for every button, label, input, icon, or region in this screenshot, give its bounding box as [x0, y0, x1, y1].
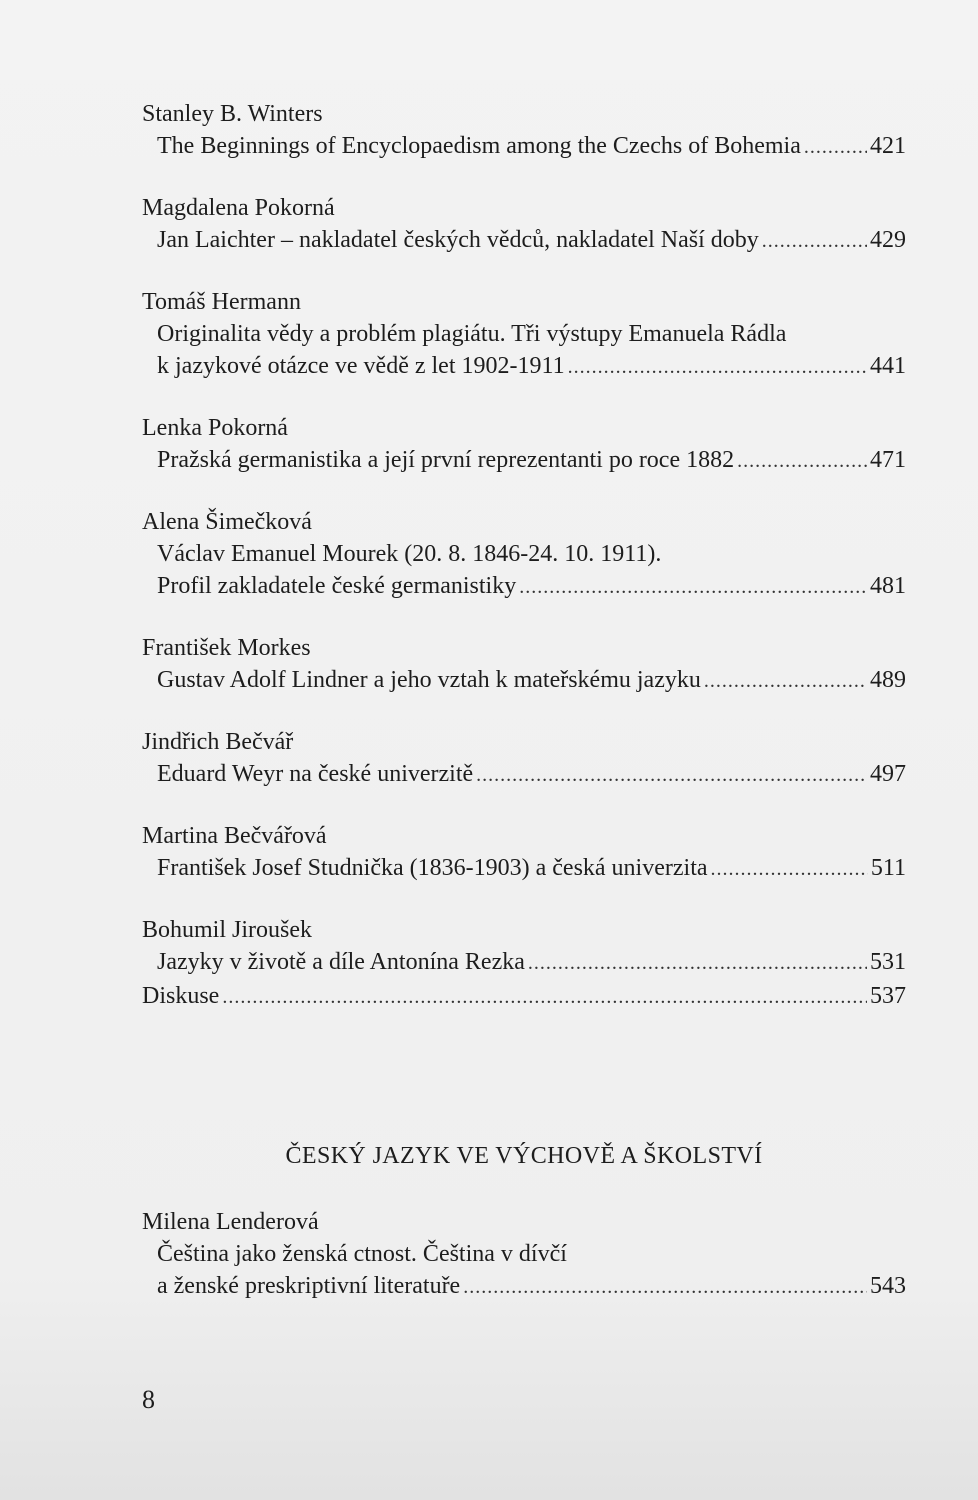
entry-title: Eduard Weyr na české univerzitě — [157, 761, 474, 787]
entry-title: Čeština jako ženská ctnost. Čeština v dívčí — [157, 1241, 567, 1267]
entry-title-line — [142, 758, 906, 790]
leader-dots — [568, 351, 867, 383]
entry-page: 471 — [870, 447, 906, 473]
section-toc — [142, 1206, 906, 1302]
entry-title: František Josef Studnička (1836-1903) a česká univerzita — [157, 855, 708, 881]
entry-page: 421 — [870, 133, 906, 159]
entry-title-line — [142, 1270, 906, 1302]
entry-author: František Morkes — [142, 635, 311, 661]
leader-dots — [463, 1271, 867, 1303]
toc-entry-morkes — [142, 632, 906, 726]
entry-page: 429 — [870, 227, 906, 253]
toc-entry-pokorna-m — [142, 192, 906, 286]
discussion-line — [142, 980, 906, 1012]
entry-title: Jazyky v životě a díle Antonína Rezka — [157, 949, 525, 975]
section-heading: ČESKÝ JAZYK VE VÝCHOVĚ A ŠKOLSTVÍ — [285, 1143, 763, 1169]
table-of-contents — [142, 98, 906, 1012]
entry-author: Stanley B. Winters — [142, 101, 323, 127]
entry-title: Pražská germanistika a její první reprezentanti po roce 1882 — [157, 447, 735, 473]
entry-author: Magdalena Pokorná — [142, 195, 335, 221]
entry-title: Jan Laichter – nakladatel českých vědců, nakladatel Naší doby — [157, 227, 759, 253]
entry-title: The Beginnings of Encyclopaedism among the Czechs of Bohemia — [157, 133, 801, 159]
entry-page: 511 — [870, 855, 906, 881]
entry-page: 497 — [870, 761, 906, 787]
entry-author: Martina Bečvářová — [142, 823, 327, 849]
toc-entry-diskuse — [142, 980, 906, 1012]
toc-entry-lenderova — [142, 1206, 906, 1302]
entry-title: Gustav Adolf Lindner a jeho vztah k mateřskému jazyku — [157, 667, 701, 693]
entry-title-line — [142, 946, 906, 978]
toc-entry-becvar — [142, 726, 906, 820]
entry-title-cont: k jazykové otázce ve vědě z let 1902-1911 — [157, 353, 565, 379]
leader-dots — [528, 947, 867, 979]
entry-title-cont: Profil zakladatele české germanistiky — [157, 573, 517, 599]
entry-title: Originalita vědy a problém plagiátu. Tři výstupy Emanuela Rádla — [157, 321, 787, 347]
entry-title: Václav Emanuel Mourek (20. 8. 1846-24. 10. 1911). — [157, 541, 662, 567]
toc-entry-winters — [142, 98, 906, 192]
entry-title-line — [142, 664, 906, 696]
entry-author: Jindřich Bečvář — [142, 729, 294, 755]
entry-title-line — [142, 444, 906, 476]
entry-author: Tomáš Hermann — [142, 289, 301, 315]
leader-dots — [519, 571, 867, 603]
leader-dots — [704, 665, 867, 697]
entry-page: 489 — [870, 667, 906, 693]
toc-entry-hermann — [142, 286, 906, 412]
leader-dots — [476, 759, 867, 791]
entry-title-line — [142, 350, 906, 382]
page-number: 8 — [142, 1385, 155, 1414]
entry-page: 543 — [870, 1273, 906, 1299]
toc-entry-jirousek — [142, 914, 906, 978]
toc-entry-pokorna-l — [142, 412, 906, 506]
leader-dots — [804, 131, 867, 163]
entry-title-cont: a ženské preskriptivní literatuře — [157, 1273, 461, 1299]
leader-dots — [711, 853, 868, 885]
discussion-page: 537 — [870, 983, 906, 1009]
toc-entry-simeckova — [142, 506, 906, 632]
entry-author: Alena Šimečková — [142, 509, 312, 535]
entry-author: Bohumil Jiroušek — [142, 917, 313, 943]
entry-title-line — [142, 224, 906, 256]
entry-title-line — [142, 852, 906, 884]
leader-dots — [762, 225, 867, 257]
leader-dots — [737, 445, 867, 477]
toc-entry-becvarova — [142, 820, 906, 914]
entry-title-line — [142, 130, 906, 162]
entry-page: 531 — [870, 949, 906, 975]
discussion-label: Diskuse — [142, 983, 220, 1009]
entry-title-line — [142, 570, 906, 602]
entry-author: Lenka Pokorná — [142, 415, 288, 441]
entry-page: 441 — [870, 353, 906, 379]
entry-page: 481 — [870, 573, 906, 599]
leader-dots — [222, 981, 867, 1013]
entry-author: Milena Lenderová — [142, 1209, 319, 1235]
